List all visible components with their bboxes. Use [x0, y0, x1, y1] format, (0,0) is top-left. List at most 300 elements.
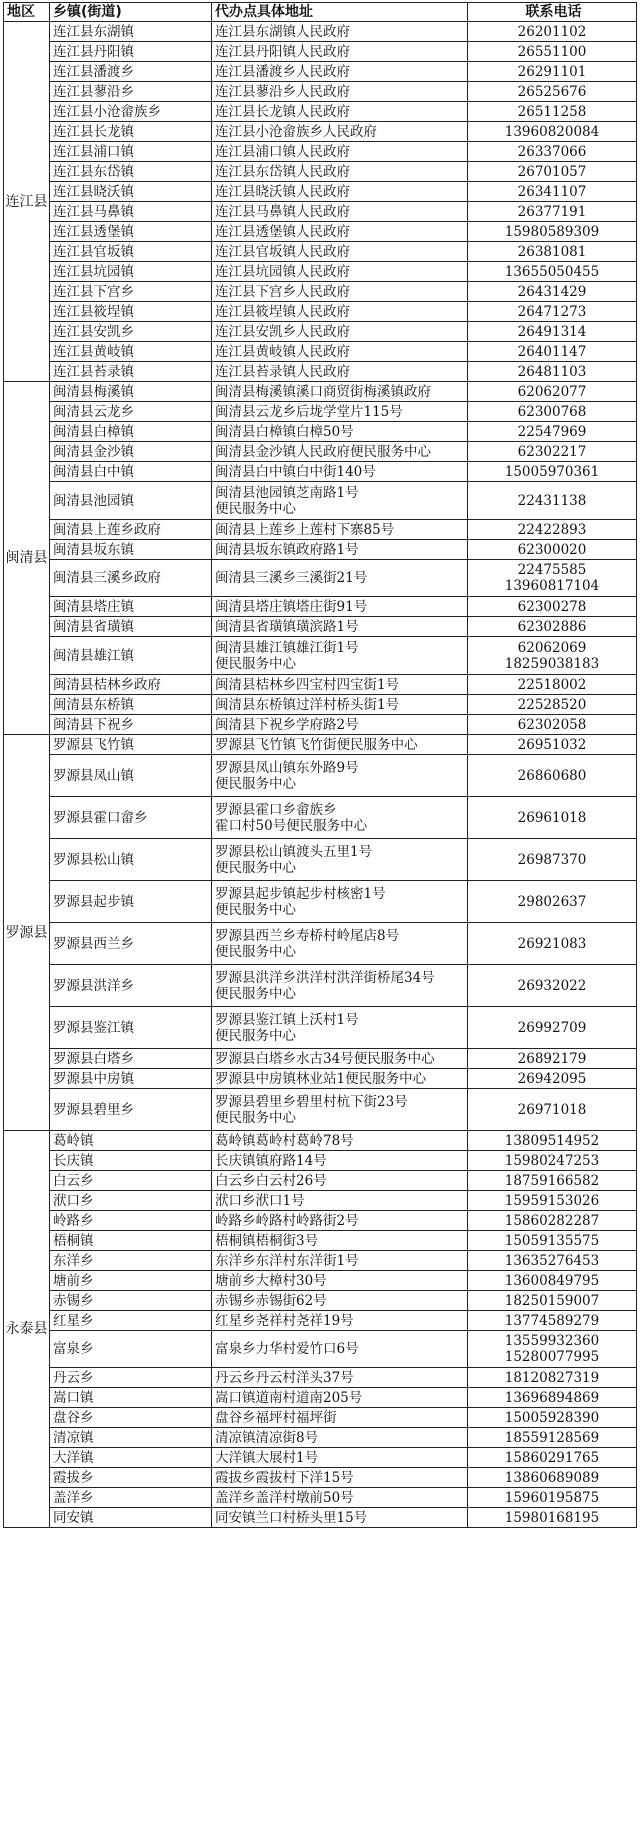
table-row	[4, 715, 637, 735]
table-row	[4, 402, 637, 422]
phone-number: 13600849795	[504, 1272, 600, 1289]
address-line: 罗源县白塔乡水古34号便民服务中心	[215, 1050, 435, 1067]
address-line: 闽清县塔庄镇塔庄街91号	[215, 598, 368, 615]
phone-number: 13696894869	[504, 1389, 600, 1406]
phone-cell	[468, 302, 637, 322]
address-line: 闽清县雄江镇雄江街1号	[215, 639, 359, 656]
address-line: 连江县下宫乡人民政府	[215, 283, 350, 300]
phone-number: 15860291765	[504, 1449, 600, 1466]
phone-number: 62302058	[517, 716, 587, 733]
phone-number: 26860680	[517, 767, 587, 784]
phone-cell	[468, 442, 637, 462]
address-cell	[212, 302, 468, 322]
address-cell	[212, 1007, 468, 1049]
address-line: 连江县苔录镇人民政府	[215, 363, 350, 380]
phone-cell	[468, 1408, 637, 1428]
phone-cell	[468, 520, 637, 540]
phone-cell	[468, 282, 637, 302]
address-line: 罗源县霍口乡畲族乡	[215, 801, 337, 818]
address-cell	[212, 1488, 468, 1508]
town-cell: 塘前乡	[50, 1271, 212, 1291]
phone-number: 13960820084	[504, 123, 600, 140]
address-line: 连江县晓沃镇人民政府	[215, 183, 350, 200]
phone-number: 26932022	[517, 977, 587, 994]
phone-cell	[468, 1151, 637, 1171]
table-row	[4, 242, 637, 262]
town-cell: 东洋乡	[50, 1251, 212, 1271]
address-cell	[212, 182, 468, 202]
address-line: 罗源县西兰乡寿桥村岭尾店8号	[215, 927, 400, 944]
town-cell: 连江县筱埕镇	[50, 302, 212, 322]
address-line: 罗源县飞竹镇飞竹街便民服务中心	[215, 736, 418, 753]
address-cell	[212, 342, 468, 362]
phone-cell	[468, 262, 637, 282]
table-row	[4, 1251, 637, 1271]
phone-number: 13655050455	[504, 263, 600, 280]
town-cell: 大洋镇	[50, 1448, 212, 1468]
town-cell: 闽清县雄江镇	[50, 637, 212, 675]
address-cell	[212, 675, 468, 695]
table-row	[4, 322, 637, 342]
phone-cell	[468, 1488, 637, 1508]
address-line: 赤锡乡赤锡街62号	[215, 1292, 327, 1309]
phone-cell	[468, 22, 637, 42]
address-cell	[212, 1388, 468, 1408]
address-cell	[212, 362, 468, 382]
phone-cell	[468, 1049, 637, 1069]
table-row	[4, 122, 637, 142]
table-row	[4, 1508, 637, 1528]
phone-cell	[468, 755, 637, 797]
address-cell	[212, 102, 468, 122]
address-cell	[212, 1311, 468, 1331]
address-cell	[212, 755, 468, 797]
phone-number: 62062069	[517, 639, 587, 656]
address-line: 罗源县凤山镇东外路9号	[215, 759, 359, 776]
address-line: 便民服务中心	[215, 943, 296, 960]
region-cell: 罗源县	[4, 735, 50, 1131]
table-row	[4, 923, 637, 965]
table-row	[4, 1069, 637, 1089]
table-row	[4, 1488, 637, 1508]
table-row	[4, 1311, 637, 1331]
address-cell	[212, 242, 468, 262]
header-address: 代办点具体地址	[212, 3, 468, 22]
address-cell	[212, 715, 468, 735]
address-line: 闽清县东桥镇过洋村桥头街1号	[215, 696, 400, 713]
town-cell: 闽清县塔庄镇	[50, 597, 212, 617]
phone-number: 15005928390	[504, 1409, 600, 1426]
table-row	[4, 162, 637, 182]
phone-number: 26892179	[517, 1050, 587, 1067]
town-cell: 罗源县碧里乡	[50, 1089, 212, 1131]
phone-cell	[468, 715, 637, 735]
address-cell	[212, 482, 468, 520]
town-cell: 闽清县梅溪镇	[50, 382, 212, 402]
address-cell	[212, 122, 468, 142]
table-row	[4, 1049, 637, 1069]
phone-number: 26701057	[517, 163, 587, 180]
address-cell	[212, 442, 468, 462]
address-cell	[212, 202, 468, 222]
phone-cell	[468, 675, 637, 695]
phone-cell	[468, 1368, 637, 1388]
region-cell: 闽清县	[4, 382, 50, 735]
address-cell	[212, 1428, 468, 1448]
phone-cell	[468, 881, 637, 923]
phone-number: 15980247253	[504, 1152, 600, 1169]
phone-number: 18759166582	[504, 1172, 600, 1189]
table-row	[4, 1131, 637, 1151]
town-cell: 连江县下宫乡	[50, 282, 212, 302]
address-cell	[212, 1191, 468, 1211]
town-cell: 连江县长龙镇	[50, 122, 212, 142]
phone-number: 22422893	[517, 521, 587, 538]
address-line: 岭路乡岭路村岭路街2号	[215, 1212, 359, 1229]
town-cell: 连江县安凯乡	[50, 322, 212, 342]
address-line: 清凉镇清凉街8号	[215, 1429, 319, 1446]
phone-number: 62302217	[517, 443, 587, 460]
phone-number: 26961018	[517, 809, 587, 826]
phone-cell	[468, 62, 637, 82]
address-line: 东洋乡东洋村东洋街1号	[215, 1252, 359, 1269]
phone-cell	[468, 695, 637, 715]
address-cell	[212, 695, 468, 715]
address-line: 闽清县下祝乡学府路2号	[215, 716, 359, 733]
address-cell	[212, 222, 468, 242]
table-row	[4, 202, 637, 222]
address-cell	[212, 637, 468, 675]
phone-cell	[468, 482, 637, 520]
address-line: 霍口村50号便民服务中心	[215, 817, 368, 834]
address-cell	[212, 560, 468, 597]
table-row	[4, 735, 637, 755]
address-cell	[212, 881, 468, 923]
address-line: 闽清县白樟镇白樟50号	[215, 423, 354, 440]
phone-number: 26551100	[517, 43, 587, 60]
address-line: 闽清县白中镇白中街140号	[215, 463, 376, 480]
address-line: 连江县长龙镇人民政府	[215, 103, 350, 120]
phone-cell	[468, 1211, 637, 1231]
phone-cell	[468, 1251, 637, 1271]
phone-cell	[468, 1428, 637, 1448]
phone-number: 26992709	[517, 1019, 587, 1036]
town-cell: 闽清县省璜镇	[50, 617, 212, 637]
address-line: 长庆镇镇府路14号	[215, 1152, 327, 1169]
address-cell	[212, 797, 468, 839]
town-cell: 连江县丹阳镇	[50, 42, 212, 62]
address-line: 连江县坑园镇人民政府	[215, 263, 350, 280]
table-row	[4, 520, 637, 540]
table-row	[4, 282, 637, 302]
table-row	[4, 1271, 637, 1291]
town-cell: 罗源县白塔乡	[50, 1049, 212, 1069]
phone-cell	[468, 1131, 637, 1151]
address-line: 同安镇兰口村桥头里15号	[215, 1509, 368, 1526]
table-row	[4, 142, 637, 162]
phone-cell	[468, 540, 637, 560]
table-row	[4, 839, 637, 881]
address-line: 连江县黄岐镇人民政府	[215, 343, 350, 360]
phone-number: 15960195875	[504, 1489, 600, 1506]
phone-number: 62300020	[517, 541, 587, 558]
phone-number: 62062077	[517, 383, 587, 400]
address-cell	[212, 965, 468, 1007]
phone-cell	[468, 965, 637, 1007]
phone-number: 26951032	[517, 736, 587, 753]
phone-number: 18250159007	[504, 1292, 600, 1309]
phone-cell	[468, 1291, 637, 1311]
table-row	[4, 1448, 637, 1468]
address-cell	[212, 262, 468, 282]
phone-cell	[468, 1468, 637, 1488]
town-cell: 连江县苔录镇	[50, 362, 212, 382]
phone-cell	[468, 1448, 637, 1468]
address-line: 罗源县碧里乡碧里村杭下街23号	[215, 1093, 408, 1110]
address-line: 连江县浦口镇人民政府	[215, 143, 350, 160]
town-cell: 霞拔乡	[50, 1468, 212, 1488]
phone-cell	[468, 923, 637, 965]
town-cell: 闽清县池园镇	[50, 482, 212, 520]
table-row	[4, 222, 637, 242]
address-line: 便民服务中心	[215, 859, 296, 876]
phone-cell	[468, 422, 637, 442]
address-cell	[212, 42, 468, 62]
table-row	[4, 1368, 637, 1388]
town-cell: 长庆镇	[50, 1151, 212, 1171]
town-cell: 富泉乡	[50, 1331, 212, 1368]
address-line: 红星乡尧祥村尧祥19号	[215, 1312, 354, 1329]
address-line: 便民服务中心	[215, 985, 296, 1002]
phone-number: 15005970361	[504, 463, 600, 480]
phone-number: 13809514952	[504, 1132, 600, 1149]
phone-cell	[468, 1271, 637, 1291]
address-line: 便民服务中心	[215, 1109, 296, 1126]
address-cell	[212, 1069, 468, 1089]
table-row	[4, 442, 637, 462]
address-cell	[212, 1368, 468, 1388]
phone-cell	[468, 222, 637, 242]
address-cell	[212, 617, 468, 637]
table-row	[4, 1468, 637, 1488]
address-line: 闽清县梅溪镇溪口商贸街梅溪镇政府	[215, 383, 431, 400]
phone-number: 22547969	[517, 423, 587, 440]
phone-cell	[468, 560, 637, 597]
address-line: 闽清县云龙乡后垅学堂片115号	[215, 403, 403, 420]
phone-number: 15980168195	[504, 1509, 600, 1526]
address-cell	[212, 735, 468, 755]
phone-cell	[468, 342, 637, 362]
address-cell	[212, 839, 468, 881]
address-line: 葛岭镇葛岭村葛岭78号	[215, 1132, 354, 1149]
table-row	[4, 797, 637, 839]
phone-number: 13635276453	[504, 1252, 600, 1269]
town-cell: 岭路乡	[50, 1211, 212, 1231]
town-cell: 丹云乡	[50, 1368, 212, 1388]
table-row	[4, 482, 637, 520]
town-cell: 红星乡	[50, 1311, 212, 1331]
town-cell: 罗源县飞竹镇	[50, 735, 212, 755]
town-cell: 闽清县三溪乡政府	[50, 560, 212, 597]
phone-cell	[468, 402, 637, 422]
phone-number: 62300278	[517, 598, 587, 615]
town-cell: 连江县潘渡乡	[50, 62, 212, 82]
phone-number: 26491314	[517, 323, 587, 340]
phone-cell	[468, 735, 637, 755]
address-line: 连江县马鼻镇人民政府	[215, 203, 350, 220]
address-cell	[212, 1271, 468, 1291]
phone-number: 13960817104	[504, 578, 600, 594]
address-line: 罗源县中房镇林业站1便民服务中心	[215, 1070, 427, 1087]
table-row	[4, 462, 637, 482]
address-cell	[212, 1291, 468, 1311]
phone-cell	[468, 1171, 637, 1191]
phone-cell	[468, 839, 637, 881]
address-line: 连江县蓼沿乡人民政府	[215, 83, 350, 100]
address-cell	[212, 1089, 468, 1131]
phone-cell	[468, 122, 637, 142]
address-cell	[212, 1468, 468, 1488]
address-cell	[212, 402, 468, 422]
address-line: 便民服务中心	[215, 1027, 296, 1044]
phone-cell	[468, 202, 637, 222]
town-cell: 盘谷乡	[50, 1408, 212, 1428]
phone-number: 15280077995	[504, 1349, 600, 1365]
address-line: 塘前乡大樟村30号	[215, 1272, 327, 1289]
address-line: 闽清县桔林乡四宝村四宝街1号	[215, 676, 400, 693]
table-row	[4, 102, 637, 122]
table-header-row	[4, 3, 637, 22]
table-row	[4, 965, 637, 1007]
phone-cell	[468, 322, 637, 342]
table-row	[4, 1171, 637, 1191]
town-cell: 闽清县云龙乡	[50, 402, 212, 422]
phone-number: 18120827319	[504, 1369, 600, 1386]
address-cell	[212, 82, 468, 102]
address-cell	[212, 462, 468, 482]
address-line: 便民服务中心	[215, 775, 296, 792]
region-cell: 永泰县	[4, 1131, 50, 1528]
phone-number: 18559128569	[504, 1429, 600, 1446]
town-cell: 连江县东湖镇	[50, 22, 212, 42]
address-line: 闽清县池园镇芝南路1号	[215, 484, 359, 501]
address-cell	[212, 540, 468, 560]
address-line: 罗源县起步镇起步村核密1号	[215, 885, 386, 902]
address-line: 罗源县松山镇渡头五里1号	[215, 843, 373, 860]
table-row	[4, 1089, 637, 1131]
address-line: 连江县潘渡乡人民政府	[215, 63, 350, 80]
phone-number: 26525676	[517, 83, 587, 100]
phone-cell	[468, 1508, 637, 1528]
phone-number: 26511258	[517, 103, 587, 120]
phone-number: 26431429	[517, 283, 587, 300]
address-line: 连江县官坂镇人民政府	[215, 243, 350, 260]
town-cell: 连江县浦口镇	[50, 142, 212, 162]
table-row	[4, 1388, 637, 1408]
town-cell: 连江县东岱镇	[50, 162, 212, 182]
address-line: 便民服务中心	[215, 500, 296, 517]
phone-cell	[468, 1069, 637, 1089]
address-line: 富泉乡力华村爱竹口6号	[215, 1341, 359, 1357]
phone-number: 22518002	[517, 676, 587, 693]
table-row	[4, 1231, 637, 1251]
phone-number: 22431138	[517, 492, 587, 509]
phone-cell	[468, 1191, 637, 1211]
address-cell	[212, 1331, 468, 1368]
address-line: 罗源县鉴江镇上沃村1号	[215, 1011, 359, 1028]
town-cell: 闽清县白中镇	[50, 462, 212, 482]
phone-number: 15959153026	[504, 1192, 600, 1209]
town-cell: 梧桐镇	[50, 1231, 212, 1251]
phone-number: 13860689089	[504, 1469, 600, 1486]
town-cell: 闽清县白樟镇	[50, 422, 212, 442]
phone-cell	[468, 102, 637, 122]
phone-cell	[468, 162, 637, 182]
phone-number: 29802637	[517, 893, 587, 910]
table-row	[4, 62, 637, 82]
header-region: 地区	[4, 3, 50, 22]
table-row	[4, 617, 637, 637]
town-cell: 罗源县鉴江镇	[50, 1007, 212, 1049]
phone-number: 26201102	[517, 23, 587, 40]
phone-cell	[468, 1089, 637, 1131]
address-line: 盘谷乡福坪村福坪街	[215, 1409, 337, 1426]
phone-number: 18259038183	[504, 655, 600, 672]
table-row	[4, 42, 637, 62]
town-cell: 清凉镇	[50, 1428, 212, 1448]
address-cell	[212, 1448, 468, 1468]
phone-cell	[468, 362, 637, 382]
address-line: 连江县透堡镇人民政府	[215, 223, 350, 240]
town-cell: 连江县马鼻镇	[50, 202, 212, 222]
phone-cell	[468, 1388, 637, 1408]
address-cell	[212, 282, 468, 302]
header-phone: 联系电话	[468, 3, 637, 22]
phone-number: 26291101	[517, 63, 587, 80]
phone-cell	[468, 1007, 637, 1049]
phone-number: 26942095	[517, 1070, 587, 1087]
phone-number: 26377191	[517, 203, 587, 220]
phone-cell	[468, 597, 637, 617]
address-line: 梧桐镇梧桐街3号	[215, 1232, 319, 1249]
town-cell: 盖洋乡	[50, 1488, 212, 1508]
town-cell: 罗源县中房镇	[50, 1069, 212, 1089]
table-row	[4, 1408, 637, 1428]
address-cell	[212, 520, 468, 540]
phone-number: 13559932360	[504, 1333, 600, 1349]
town-cell: 闽清县桔林乡政府	[50, 675, 212, 695]
table-row	[4, 1211, 637, 1231]
table-row	[4, 1428, 637, 1448]
address-cell	[212, 62, 468, 82]
phone-cell	[468, 382, 637, 402]
town-cell: 闽清县东桥镇	[50, 695, 212, 715]
phone-number: 26987370	[517, 851, 587, 868]
address-line: 连江县东湖镇人民政府	[215, 23, 350, 40]
address-cell	[212, 923, 468, 965]
address-line: 丹云乡丹云村洋头37号	[215, 1369, 354, 1386]
address-line: 洑口乡洑口1号	[215, 1192, 305, 1209]
address-cell	[212, 22, 468, 42]
town-cell: 闽清县坂东镇	[50, 540, 212, 560]
table-row	[4, 1191, 637, 1211]
table-row	[4, 675, 637, 695]
table-row	[4, 560, 637, 597]
phone-cell	[468, 617, 637, 637]
town-cell: 闽清县上莲乡政府	[50, 520, 212, 540]
phone-cell	[468, 797, 637, 839]
table-row	[4, 382, 637, 402]
